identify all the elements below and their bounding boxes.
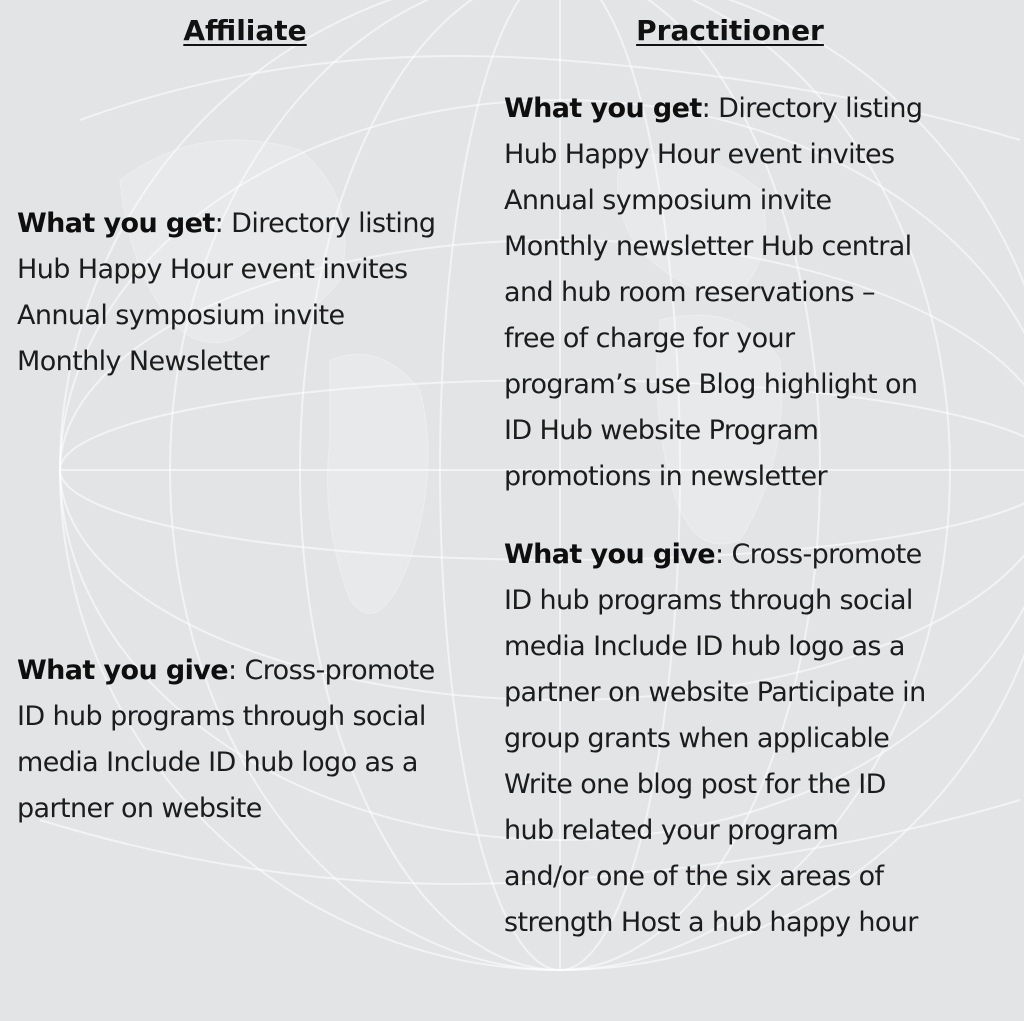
practitioner-give-line: Cross-promote [731, 539, 922, 570]
affiliate-give-line: media Include ID hub logo as a [17, 747, 418, 778]
practitioner-get-line: free of charge for your [504, 323, 795, 354]
practitioner-give-line: media Include ID hub logo as a [504, 631, 905, 662]
practitioner-give-line: partner on website Participate in [504, 677, 926, 708]
affiliate-get-line: Annual symposium invite [17, 300, 345, 331]
practitioner-what-you-give: What you give: Cross-promote ID hub programs through social media Include ID hub logo as a partner on website Participate in group grants when applicable Write one blog post for the ID hub related your program and/or one of the six areas of strength Host a hub happy hour [504, 539, 926, 938]
affiliate-give-line: Cross-promote [244, 655, 435, 686]
affiliate-what-you-get: What you get: Directory listing Hub Happy Hour event invites Annual symposium invite Monthly Newsletter [17, 208, 436, 377]
practitioner-give-line: strength Host a hub happy hour [504, 907, 918, 938]
affiliate-what-you-give: What you give: Cross-promote ID hub programs through social media Include ID hub logo as a partner on website [17, 655, 435, 824]
practitioner-get-line: Directory listing [718, 93, 923, 124]
practitioner-get-line: promotions in newsletter [504, 461, 828, 492]
practitioner-give-line: hub related your program [504, 815, 839, 846]
practitioner-give-label: What you give [504, 539, 715, 570]
practitioner-get-line: ID Hub website Program [504, 415, 819, 446]
practitioner-what-you-get: What you get: Directory listing Hub Happy Hour event invites Annual symposium invite Monthly newsletter Hub central and hub room reservations – free of charge for your program’s use Blog highlight on ID Hub website Program promotions in newsletter [504, 93, 923, 492]
affiliate-give-label: What you give [17, 655, 228, 686]
practitioner-get-line: and hub room reservations – [504, 277, 875, 308]
practitioner-get-line: Hub Happy Hour event invites [504, 139, 895, 170]
practitioner-give-line: ID hub programs through social [504, 585, 913, 616]
affiliate-give-line: ID hub programs through social [17, 701, 426, 732]
affiliate-get-line: Monthly Newsletter [17, 346, 269, 377]
practitioner-give-line: Write one blog post for the ID [504, 769, 886, 800]
affiliate-give-line: partner on website [17, 793, 262, 824]
practitioner-give-line: and/or one of the six areas of [504, 861, 884, 892]
affiliate-heading: Affiliate [183, 14, 307, 47]
affiliate-get-label: What you get [17, 208, 215, 239]
affiliate-get-line: Directory listing [231, 208, 436, 239]
practitioner-get-line: Annual symposium invite [504, 185, 832, 216]
practitioner-get-label: What you get [504, 93, 702, 124]
practitioner-get-line: Monthly newsletter Hub central [504, 231, 912, 262]
affiliate-get-line: Hub Happy Hour event invites [17, 254, 408, 285]
practitioner-give-line: group grants when applicable [504, 723, 890, 754]
practitioner-get-line: program’s use Blog highlight on [504, 369, 918, 400]
practitioner-heading: Practitioner [636, 14, 824, 47]
